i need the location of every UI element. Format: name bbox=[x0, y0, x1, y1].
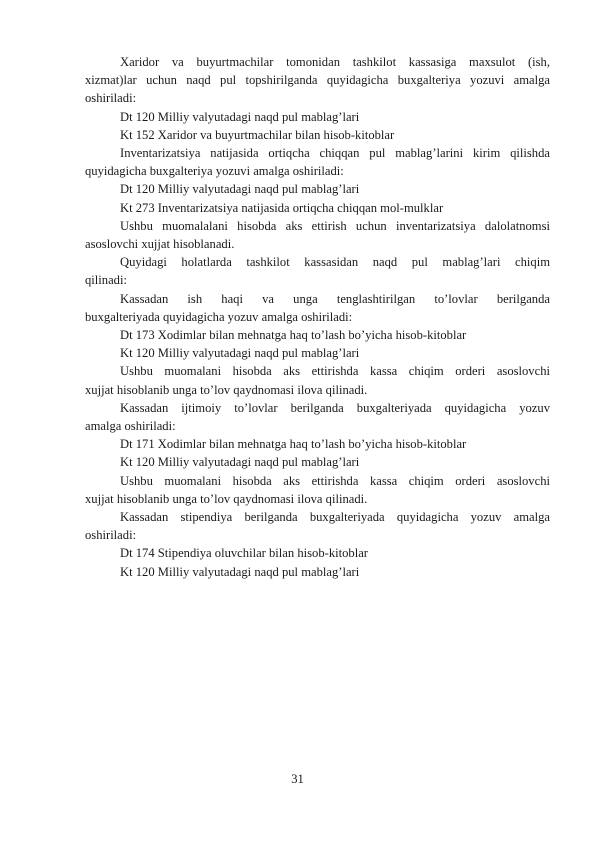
text-line: Dt 171 Xodimlar bilan mehnatga haq to’lash bo’yicha hisob-kitoblar bbox=[120, 437, 467, 452]
text-line: Kt 120 Milliy valyutadagi naqd pul mablag’lari bbox=[120, 564, 360, 579]
text-line: Kt 120 Milliy valyutadagi naqd pul mablag’lari bbox=[120, 455, 360, 470]
text-line: Quyidagi holatlarda tashkilot kassasidan naqd pul mablag’lari chiqim bbox=[120, 255, 550, 270]
page-number: 31 bbox=[291, 772, 304, 786]
text-line: Kt 273 Inventarizatsiya natijasida ortiqcha chiqqan mol-mulklar bbox=[120, 200, 444, 215]
text-line: buxgalteriyada quyidagicha yozuv amalga oshiriladi: bbox=[85, 309, 353, 324]
text-line: Kt 120 Milliy valyutadagi naqd pul mablag’lari bbox=[120, 346, 360, 361]
text-line: oshiriladi: bbox=[85, 528, 137, 543]
text-line: xujjat hisoblanib unga to’lov qaydnomasi ilova qilinadi. bbox=[85, 491, 368, 506]
text-line: oshiriladi: bbox=[85, 91, 137, 106]
text-line: qilinadi: bbox=[85, 273, 127, 288]
text-line: xizmat)lar uchun naqd pul topshirilganda quyidagicha buxgalteriya yozuvi amalga bbox=[85, 73, 550, 88]
text-line: Kt 152 Xaridor va buyurtmachilar bilan hisob-kitoblar bbox=[120, 127, 395, 142]
text-line: Kassadan ish haqi va unga tenglashtirilgan to’lovlar berilganda bbox=[120, 291, 550, 306]
text-line: quyidagicha buxgalteriya yozuvi amalga oshiriladi: bbox=[85, 164, 344, 179]
text-line: Ushbu muomalani hisobda aks ettirishda kassa chiqim orderi asoslovchi bbox=[120, 364, 550, 379]
text-line: xujjat hisoblanib unga to’lov qaydnomasi ilova qilinadi. bbox=[85, 382, 368, 397]
document-body bbox=[85, 53, 550, 581]
text-line: Inventarizatsiya natijasida ortiqcha chiqqan pul mablag’larini kirim qilishda bbox=[120, 146, 550, 161]
text-line: Xaridor va buyurtmachilar tomonidan tashkilot kassasiga maxsulot (ish, bbox=[120, 55, 550, 69]
text-line: Ushbu muomalani hisobda aks ettirishda kassa chiqim orderi asoslovchi bbox=[120, 473, 550, 488]
text-line: Ushbu muomalalani hisobda aks ettirish uchun inventarizatsiya dalolatnomsi bbox=[120, 218, 550, 233]
text-line: Kassadan stipendiya berilganda buxgalteriyada quyidagicha yozuv amalga bbox=[120, 510, 550, 525]
text-line: Dt 120 Milliy valyutadagi naqd pul mablag’lari bbox=[120, 109, 360, 124]
text-line: asoslovchi xujjat hisoblanadi. bbox=[85, 237, 235, 252]
text-line: Dt 173 Xodimlar bilan mehnatga haq to’lash bo’yicha hisob-kitoblar bbox=[120, 328, 467, 343]
text-line: Kassadan ijtimoiy to’lovlar berilganda buxgalteriyada quyidagicha yozuv bbox=[120, 400, 550, 415]
text-line: Dt 174 Stipendiya oluvchilar bilan hisob-kitoblar bbox=[120, 546, 368, 561]
text-line: amalga oshiriladi: bbox=[85, 419, 176, 434]
text-line: Dt 120 Milliy valyutadagi naqd pul mablag’lari bbox=[120, 182, 360, 197]
